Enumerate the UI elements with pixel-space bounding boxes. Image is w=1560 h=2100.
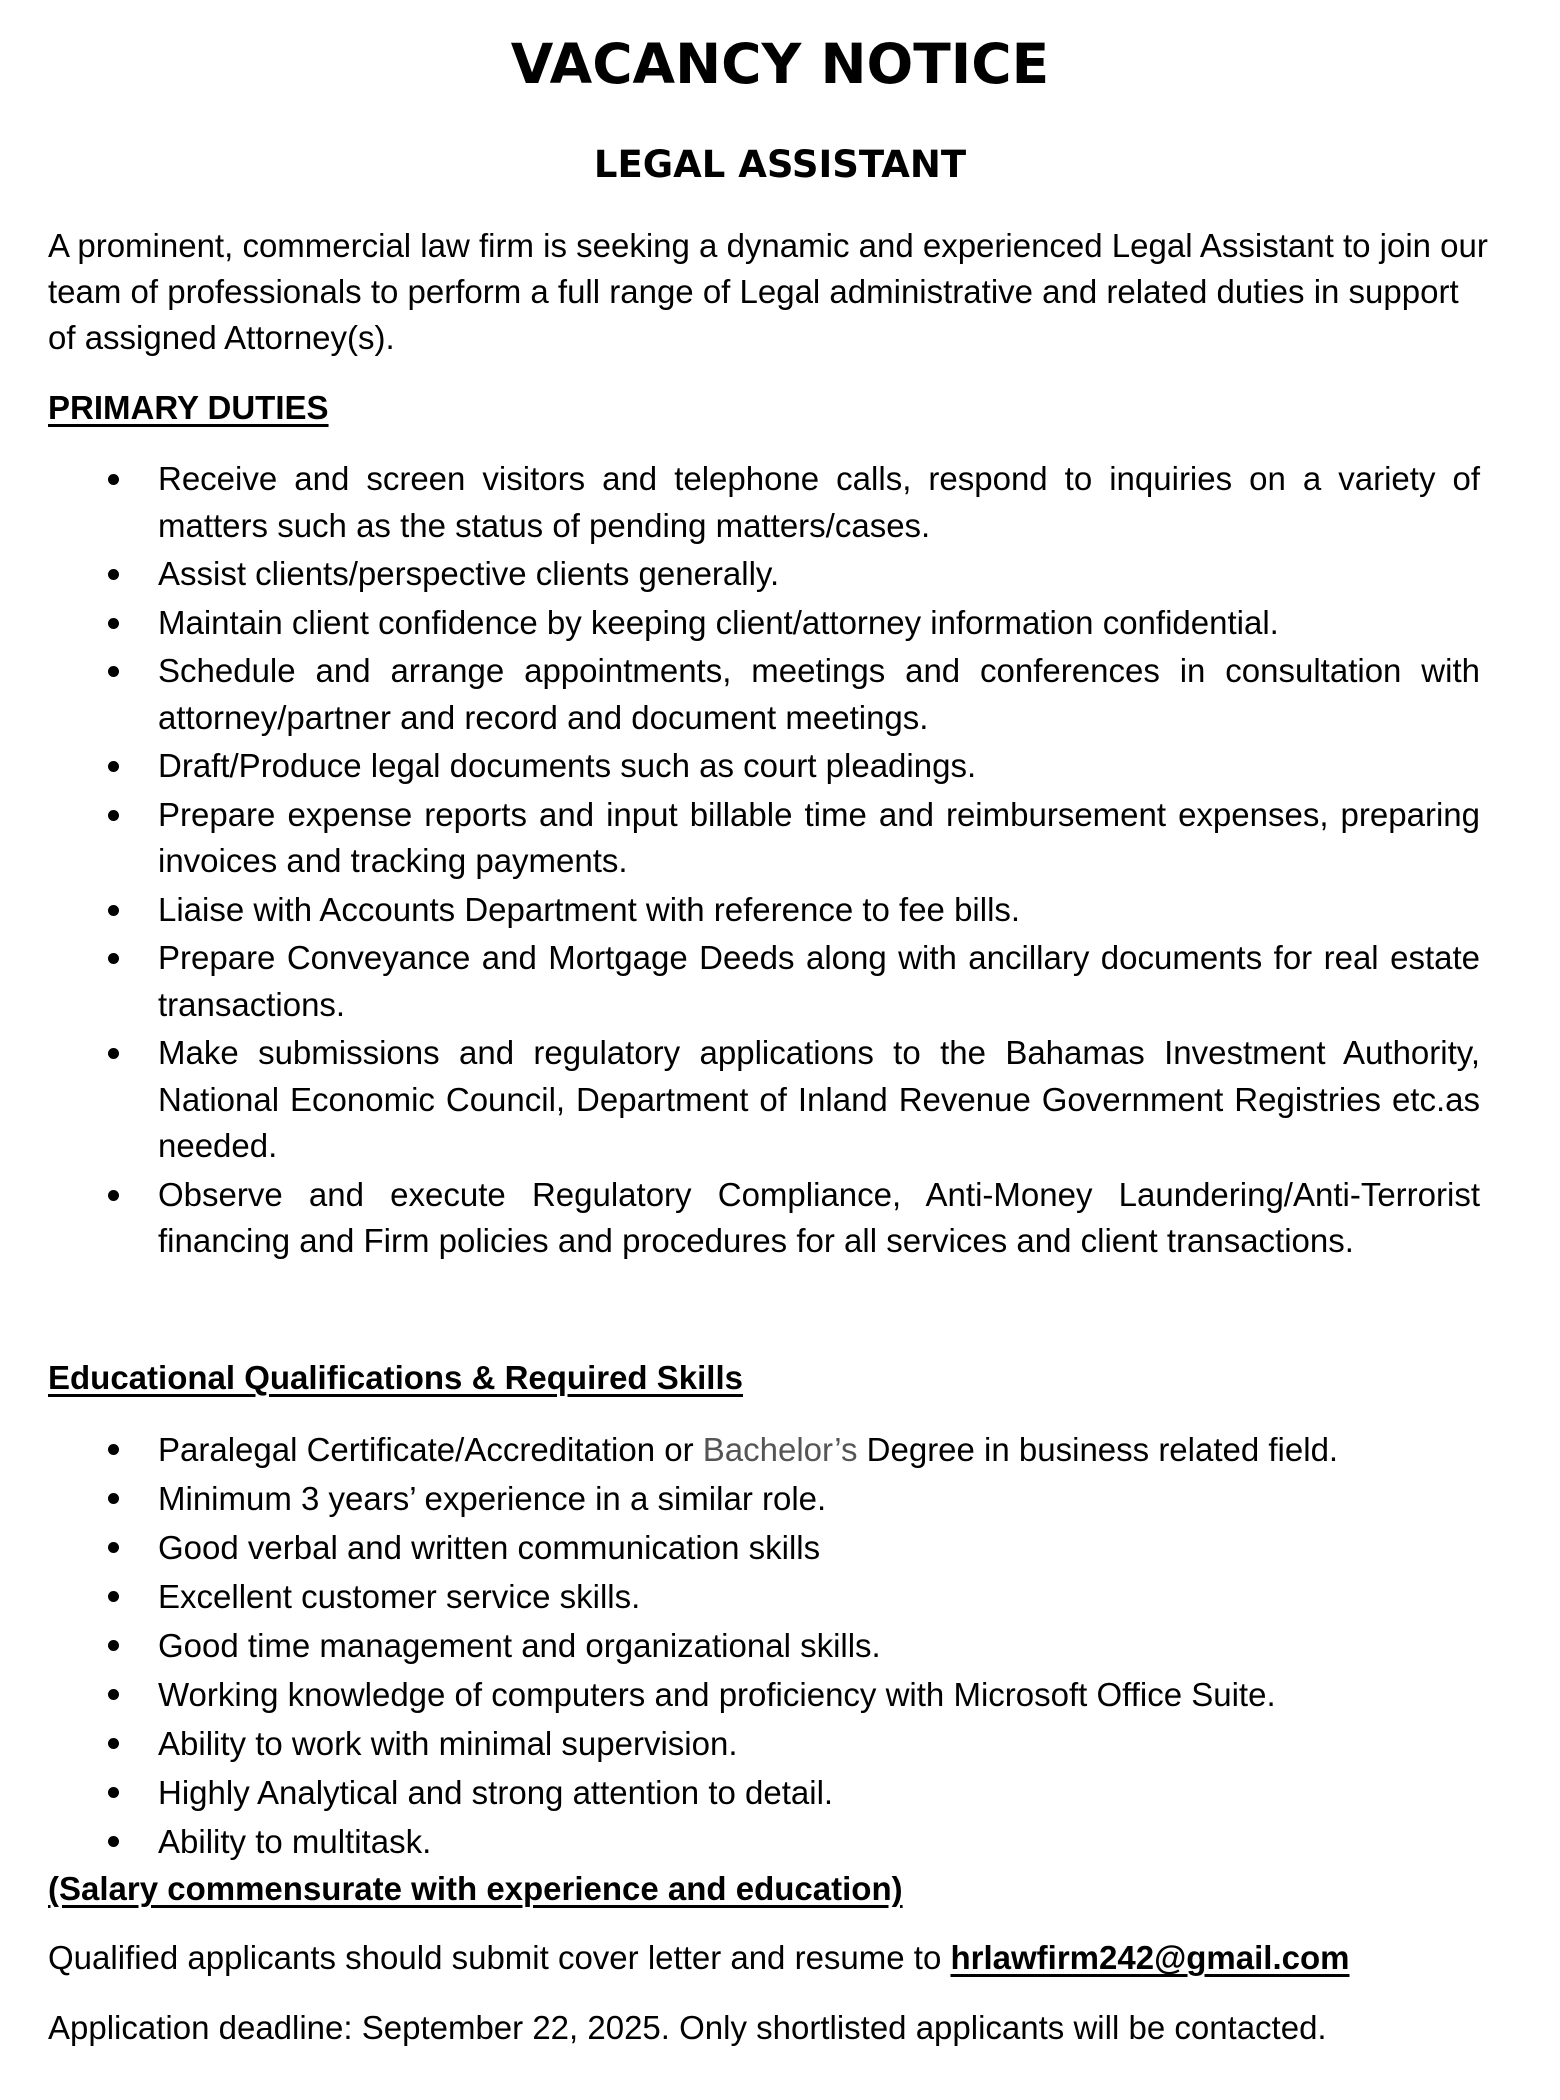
bullet-icon: [108, 953, 119, 964]
qualification-highlight: Bachelor’s: [702, 1431, 858, 1468]
bullet-icon: [108, 1048, 119, 1059]
list-item: [0, 1475, 1480, 1522]
list-item: [0, 887, 1480, 934]
bullet-icon: [108, 1493, 119, 1504]
list-item: [0, 792, 1480, 885]
list-item: [0, 1573, 1480, 1620]
application-instructions: [48, 1935, 1508, 1981]
bullet-icon: [108, 1640, 119, 1651]
bullet-icon: [108, 474, 119, 485]
qualification-text: Working knowledge of computers and proficiency with Microsoft Office Suite.: [158, 1676, 1276, 1713]
list-item: [0, 1524, 1480, 1571]
qualification-text: Ability to work with minimal supervision.: [158, 1725, 738, 1762]
list-item: [0, 1769, 1480, 1816]
list-item: [0, 1426, 1480, 1473]
bullet-icon: [108, 810, 119, 821]
duty-text: Maintain client confidence by keeping client/attorney information confidential.: [158, 603, 1279, 641]
list-item: [0, 648, 1480, 741]
list-item: [0, 551, 1480, 598]
bullet-icon: [108, 761, 119, 772]
list-item: [0, 743, 1480, 790]
qualification-text: Excellent customer service skills.: [158, 1578, 641, 1615]
list-item: [0, 1671, 1480, 1718]
bullet-icon: [108, 618, 119, 629]
bullet-icon: [108, 569, 119, 580]
duty-text: Liaise with Accounts Department with reference to fee bills.: [158, 890, 1021, 928]
bullet-icon: [108, 1738, 119, 1749]
bullet-icon: [108, 666, 119, 677]
notice-title: VACANCY NOTICE: [510, 32, 1050, 96]
primary-duties-list: [0, 456, 1560, 1267]
bullet-icon: [108, 1836, 119, 1847]
qualification-text-after: Degree in business related field.: [857, 1431, 1339, 1468]
duty-text: Observe and execute Regulatory Compliance, Anti-Money Laundering/Anti-Terrorist financing and Firm policies and procedures for all services and client transactions.: [158, 1175, 1480, 1259]
duty-text: Prepare expense reports and input billable time and reimbursement expenses, preparing invoices and tracking payments.: [158, 795, 1480, 879]
email-link[interactable]: hrlawfirm242@gmail.com: [950, 1939, 1350, 1976]
duty-text: Prepare Conveyance and Mortgage Deeds along with ancillary documents for real estate transactions.: [158, 939, 1480, 1023]
duty-text: Schedule and arrange appointments, meetings and conferences in consultation with attorney/partner and record and document meetings.: [158, 652, 1480, 736]
bullet-icon: [108, 1444, 119, 1455]
primary-duties-heading: PRIMARY DUTIES: [48, 389, 329, 426]
bullet-icon: [108, 1689, 119, 1700]
qualification-text: Good time management and organizational skills.: [158, 1627, 881, 1664]
qualification-text-before: Paralegal Certificate/Accreditation or: [158, 1431, 703, 1468]
duty-text: Assist clients/perspective clients generally.: [158, 555, 780, 592]
bullet-icon: [108, 1190, 119, 1201]
application-deadline: Application deadline: September 22, 2025. Only shortlisted applicants will be contacted.: [48, 2009, 1327, 2046]
list-item: [0, 1172, 1480, 1265]
bullet-icon: [108, 1542, 119, 1553]
qualification-text: Ability to multitask.: [158, 1823, 432, 1860]
qualification-text: Highly Analytical and strong attention to detail.: [158, 1774, 834, 1811]
list-item: [0, 600, 1480, 647]
intro-paragraph: A prominent, commercial law firm is seeking a dynamic and experienced Legal Assistant to join our team of professionals to perform a full range of Legal administrative and related duties in support of assigned Attorney(s).: [48, 227, 1488, 356]
list-item: [0, 1818, 1480, 1865]
bullet-icon: [108, 1787, 119, 1798]
qualifications-list: [0, 1426, 1560, 1867]
list-item: [0, 1622, 1480, 1669]
list-item: [0, 1030, 1480, 1170]
list-item: [0, 456, 1480, 549]
position-title: LEGAL ASSISTANT: [593, 143, 967, 186]
duty-text: Receive and screen visitors and telephone calls, respond to inquiries on a variety of matters such as the status of pending matters/cases.: [158, 460, 1480, 544]
duty-text: Draft/Produce legal documents such as court pleadings.: [158, 747, 977, 784]
salary-note: (Salary commensurate with experience and education): [48, 1870, 903, 1907]
qualifications-heading: Educational Qualifications & Required Skills: [48, 1359, 743, 1396]
bullet-icon: [108, 1591, 119, 1602]
qualification-text: Minimum 3 years’ experience in a similar role.: [158, 1480, 827, 1517]
qualification-text: Good verbal and written communication skills: [158, 1529, 821, 1566]
bullet-icon: [108, 905, 119, 916]
list-item: [0, 1720, 1480, 1767]
duty-text: Make submissions and regulatory applications to the Bahamas Investment Authority, National Economic Council, Department of Inland Revenue Government Registries etc.as needed.: [158, 1034, 1480, 1164]
application-text: Qualified applicants should submit cover letter and resume to: [48, 1939, 951, 1976]
list-item: [0, 935, 1480, 1028]
